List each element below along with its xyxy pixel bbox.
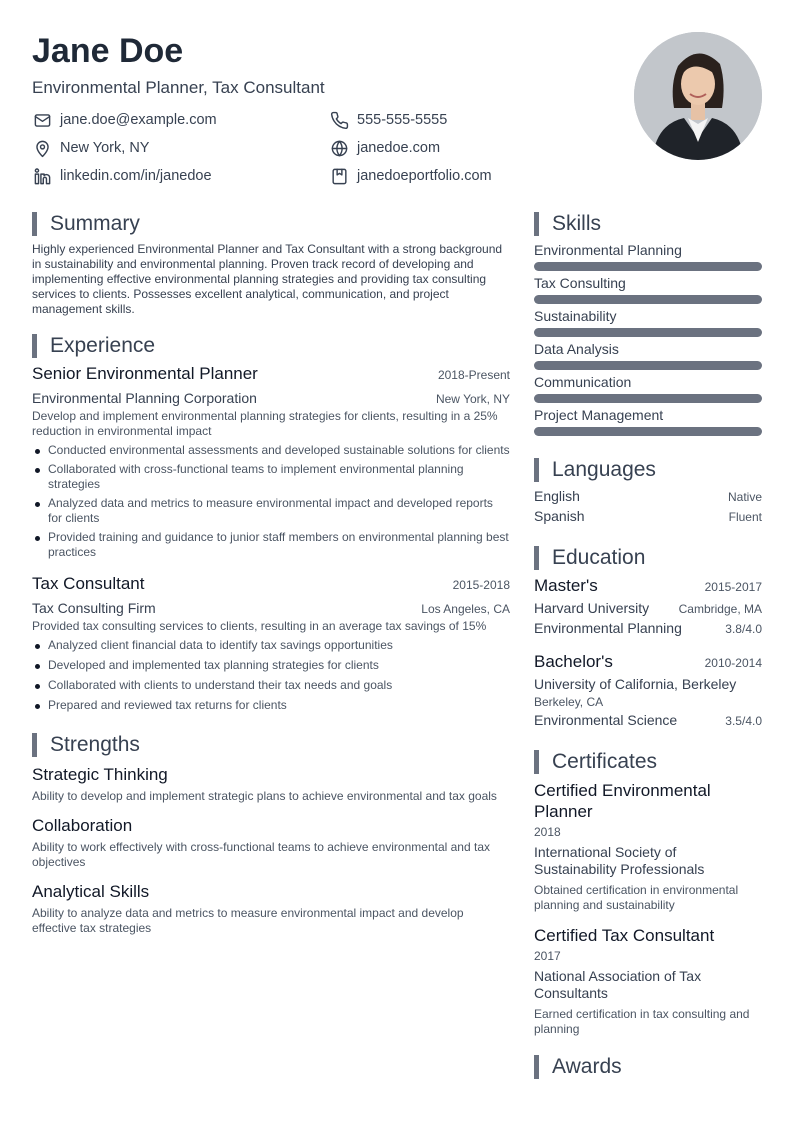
map-pin-icon (32, 138, 52, 158)
section-accent-bar (534, 1055, 539, 1079)
contact-email[interactable] (32, 110, 329, 130)
strength-item (32, 765, 510, 804)
education-item (534, 576, 762, 636)
skill-label: Sustainability (534, 308, 617, 324)
section-accent-bar (534, 546, 539, 570)
skills-heading (534, 212, 762, 236)
language-name: English (534, 488, 580, 504)
languages-heading (534, 458, 762, 482)
job-title: Tax Consultant (32, 574, 145, 593)
school-name: University of California, Berkeley (534, 676, 737, 692)
strengths-heading (32, 733, 510, 757)
job-bullets (32, 638, 510, 713)
job-company: Environmental Planning Corporation (32, 390, 257, 406)
certificate-year: 2017 (534, 949, 561, 963)
certificate-issuer: National Association of Tax Consultants (534, 968, 702, 1001)
language-item (534, 488, 762, 504)
summary-text: Highly experienced Environmental Planner and Tax Consultant with a strong background in sustainability and environmental planning. Proven track record of developing and implementing effective environmental planning strategies and providing tax consulting services to clients. Possesses excellent analytical, communication, and project management skills. (32, 242, 503, 316)
strength-title: Strategic Thinking (32, 765, 168, 784)
job-description: Develop and implement environmental planning strategies for clients, resulting in a 25% reduction in environmental impact (32, 409, 498, 438)
certificate-issuer: International Society of Sustainability Professionals (534, 844, 705, 877)
skill-label: Data Analysis (534, 341, 619, 357)
contact-location (32, 138, 329, 158)
email-text: jane.doe@example.com (60, 112, 217, 128)
phone-icon (329, 110, 349, 130)
skill-item (534, 341, 762, 370)
field-of-study: Environmental Science (534, 712, 678, 728)
certificate-description: Earned certification in tax consulting and planning (534, 1007, 750, 1036)
language-level: Fluent (728, 510, 762, 524)
skill-level-bar (534, 295, 762, 304)
linkedin-icon (32, 166, 52, 186)
job-location: Los Angeles, CA (421, 602, 510, 616)
certificate-item (534, 925, 762, 1037)
left-column (32, 212, 510, 936)
contact-list (32, 110, 592, 186)
skill-level-bar (534, 361, 762, 370)
job-description: Provided tax consulting services to clients, resulting in an average tax savings of 15% (32, 619, 487, 633)
degree-name: Bachelor's (534, 652, 613, 671)
certificate-title: Certified Tax Consultant (534, 926, 715, 945)
resume-header (32, 30, 592, 186)
strength-description: Ability to develop and implement strategic plans to achieve environmental and tax goals (32, 789, 497, 803)
section-accent-bar (534, 458, 539, 482)
certificate-year: 2018 (534, 825, 561, 839)
section-title: Skills (552, 212, 602, 235)
portfolio-text: janedoeportfolio.com (357, 168, 492, 184)
section-accent-bar (32, 334, 37, 358)
section-title: Languages (552, 458, 656, 481)
section-accent-bar (534, 750, 539, 774)
strength-title: Collaboration (32, 816, 133, 835)
certificate-item (534, 780, 762, 913)
strength-item (32, 882, 510, 936)
job-title: Senior Environmental Planner (32, 364, 258, 383)
section-accent-bar (32, 733, 37, 757)
linkedin-text: linkedin.com/in/janedoe (60, 168, 212, 184)
job-bullet: Analyzed data and metrics to measure environmental impact and developed reports for clients (32, 496, 510, 526)
job-bullet: Analyzed client financial data to identify tax savings opportunities (32, 638, 510, 653)
contact-phone[interactable] (329, 110, 589, 130)
contact-portfolio[interactable] (329, 166, 589, 186)
skill-level-bar (534, 394, 762, 403)
degree-name: Master's (534, 576, 598, 595)
profile-photo (634, 32, 762, 160)
job-bullet: Collaborated with cross-functional teams to implement environmental planning strategies (32, 462, 510, 492)
awards-heading (534, 1055, 762, 1079)
education-dates: 2015-2017 (704, 580, 762, 594)
job-company: Tax Consulting Firm (32, 600, 156, 616)
experience-heading (32, 334, 510, 358)
skill-item (534, 275, 762, 304)
location-text: New York, NY (60, 140, 150, 156)
school-name: Harvard University (534, 600, 650, 616)
candidate-name: Jane Doe (32, 32, 184, 70)
section-title: Education (552, 546, 646, 569)
gpa: 3.5/4.0 (725, 714, 762, 728)
phone-text: 555-555-5555 (357, 112, 448, 128)
job-dates: 2015-2018 (452, 578, 510, 592)
school-location: Cambridge, MA (678, 602, 762, 616)
certificates-heading (534, 750, 762, 774)
candidate-title: Environmental Planner, Tax Consultant (32, 78, 325, 97)
school-location: Berkeley, CA (534, 695, 604, 709)
contact-website[interactable] (329, 138, 589, 158)
certificate-title: Certified Environmental Planner (534, 781, 711, 821)
section-title: Experience (50, 334, 156, 357)
job-entry (32, 364, 510, 560)
skill-level-bar (534, 328, 762, 337)
website-text: janedoe.com (357, 140, 441, 156)
bookmark-icon (329, 166, 349, 186)
language-name: Spanish (534, 508, 585, 524)
certificate-description: Obtained certification in environmental planning and sustainability (534, 883, 739, 912)
skill-item (534, 407, 762, 436)
right-column (534, 212, 762, 1085)
strength-description: Ability to work effectively with cross-functional teams to achieve environmental and tax objectives (32, 840, 490, 869)
job-dates: 2018-Present (437, 368, 510, 382)
skill-item (534, 242, 762, 271)
skill-label: Communication (534, 374, 632, 390)
skill-level-bar (534, 262, 762, 271)
job-bullets (32, 443, 510, 560)
strength-item (32, 816, 510, 870)
section-accent-bar (32, 212, 37, 236)
language-item (534, 508, 762, 524)
job-bullet: Collaborated with clients to understand their tax needs and goals (32, 678, 510, 693)
strength-title: Analytical Skills (32, 882, 150, 901)
contact-linkedin[interactable] (32, 166, 329, 186)
gpa: 3.8/4.0 (725, 622, 762, 636)
education-item (534, 652, 762, 728)
section-title: Strengths (50, 733, 140, 756)
job-bullet: Provided training and guidance to junior staff members on environmental planning best practices (32, 530, 510, 560)
job-bullet: Prepared and reviewed tax returns for clients (32, 698, 510, 713)
job-entry (32, 574, 510, 713)
strength-description: Ability to analyze data and metrics to measure environmental impact and develop effective tax strategies (32, 906, 464, 935)
mail-icon (32, 110, 52, 130)
skill-label: Tax Consulting (534, 275, 626, 291)
summary-heading (32, 212, 510, 236)
skill-label: Environmental Planning (534, 242, 682, 258)
section-title: Summary (50, 212, 140, 235)
education-heading (534, 546, 762, 570)
skills-list (534, 242, 762, 436)
section-title: Awards (552, 1055, 622, 1078)
field-of-study: Environmental Planning (534, 620, 682, 636)
skill-item (534, 374, 762, 403)
skill-level-bar (534, 427, 762, 436)
language-level: Native (727, 490, 762, 504)
education-dates: 2010-2014 (704, 656, 762, 670)
section-accent-bar (534, 212, 539, 236)
job-bullet: Developed and implemented tax planning strategies for clients (32, 658, 510, 673)
skill-label: Project Management (534, 407, 664, 423)
job-location: New York, NY (435, 392, 510, 406)
globe-icon (329, 138, 349, 158)
job-bullet: Conducted environmental assessments and developed sustainable solutions for clients (32, 443, 510, 458)
section-title: Certificates (552, 750, 658, 773)
skill-item (534, 308, 762, 337)
